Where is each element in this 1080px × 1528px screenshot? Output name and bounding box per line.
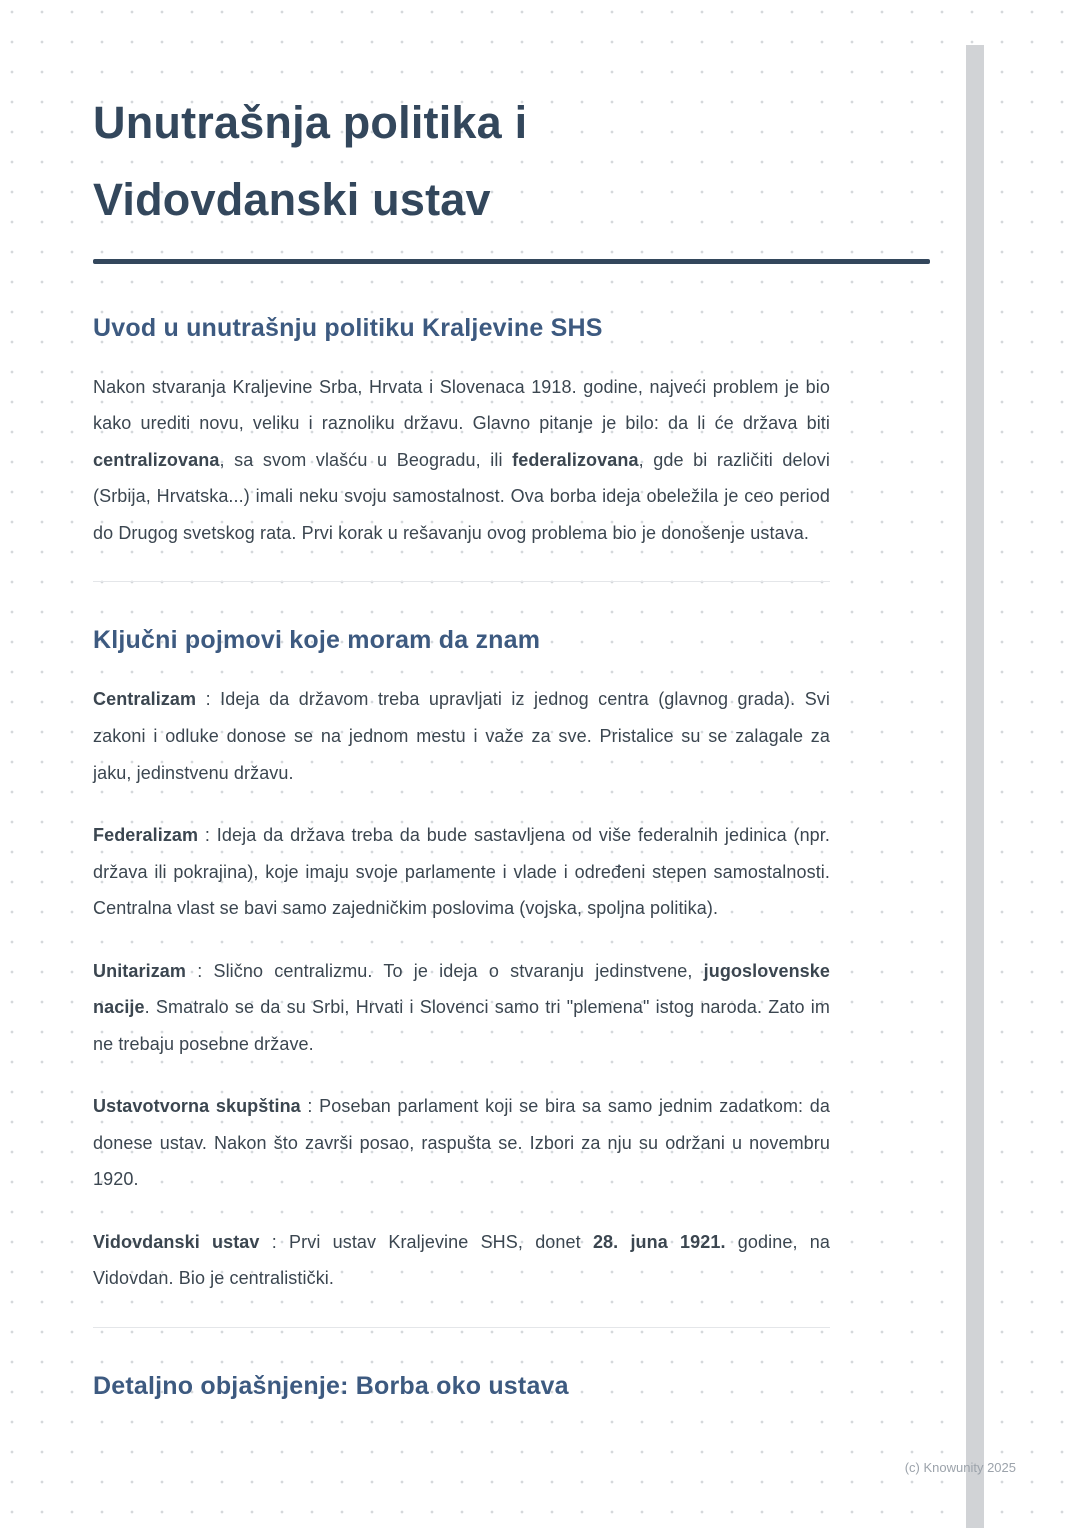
section-heading-intro: Uvod u unutrašnju politiku Kraljevine SHS xyxy=(93,313,603,342)
content-column xyxy=(93,0,930,1401)
paragraph-centralizam: Centralizam : Ideja da državom treba upravljati iz jednog centra (glavnog grada). Svi zakoni i odluke donose se na jednom mestu i važe za sve. Pristalice su se zalagale za jaku, jedinstvenu državu. xyxy=(93,689,830,783)
title-underline-rule xyxy=(93,259,930,264)
title-line-1: Unutrašnja politika i xyxy=(93,97,528,148)
paragraph-unitarizam: Unitarizam : Slično centralizmu. To je ideja o stvaranju jedinstvene, jugoslovenske nacije. Smatralo se da su Srbi, Hrvati i Slovenci samo tri "plemena" istog naroda. Zato im ne trebaju posebne države. xyxy=(93,960,830,1054)
section-key-terms xyxy=(93,626,930,1296)
scrollbar-track[interactable] xyxy=(966,45,984,1528)
section-divider xyxy=(93,1327,830,1328)
copyright-footer: (c) Knowunity 2025 xyxy=(904,1460,1016,1475)
page-title xyxy=(93,84,930,239)
section-heading-detailed: Detaljno objašnjenje: Borba oko ustava xyxy=(93,1371,569,1400)
section-intro xyxy=(93,314,930,552)
paragraph-intro: Nakon stvaranja Kraljevine Srba, Hrvata i Slovenaca 1918. godine, najveći problem je bio kako urediti novu, veliku i raznoliku državu. Glavno pitanje je bilo: da li će država biti centralizovana, sa svom vlašću u Beogradu, ili federalizovana, gde bi različiti delovi (Srbija, Hrvatska...) imali neku svoju samostalnost. Ova borba ideja obeležila je ceo period do Drugog svetskog rata. Prvi korak u rešavanju ovog problema bio je donošenje ustava. xyxy=(93,376,830,543)
section-heading-key-terms: Ključni pojmovi koje moram da znam xyxy=(93,626,541,655)
paragraph-vidovdanski-ustav: Vidovdanski ustav : Prvi ustav Kraljevine SHS, donet 28. juna 1921. godine, na Vidovdan. Bio je centralistički. xyxy=(93,1231,830,1289)
section-divider xyxy=(93,581,830,582)
paragraph-federalizam: Federalizam : Ideja da država treba da bude sastavljena od više federalnih jedinica (npr. država ili pokrajina), koje imaju svoje parlamente i vlade i određeni stepen samostalnosti. Centralna vlast se bavi samo zajedničkim poslovima (vojska, spoljna politika). xyxy=(93,825,830,919)
section-detailed-explanation xyxy=(93,1372,930,1401)
paragraph-ustavotvorna-skupstina: Ustavotvorna skupština : Poseban parlament koji se bira sa samo jednim zadatkom: da donese ustav. Nakon što završi posao, raspušta se. Izbori za nju su održani u novembru 1920. xyxy=(93,1096,830,1190)
title-line-2: Vidovdanski ustav xyxy=(93,174,491,226)
